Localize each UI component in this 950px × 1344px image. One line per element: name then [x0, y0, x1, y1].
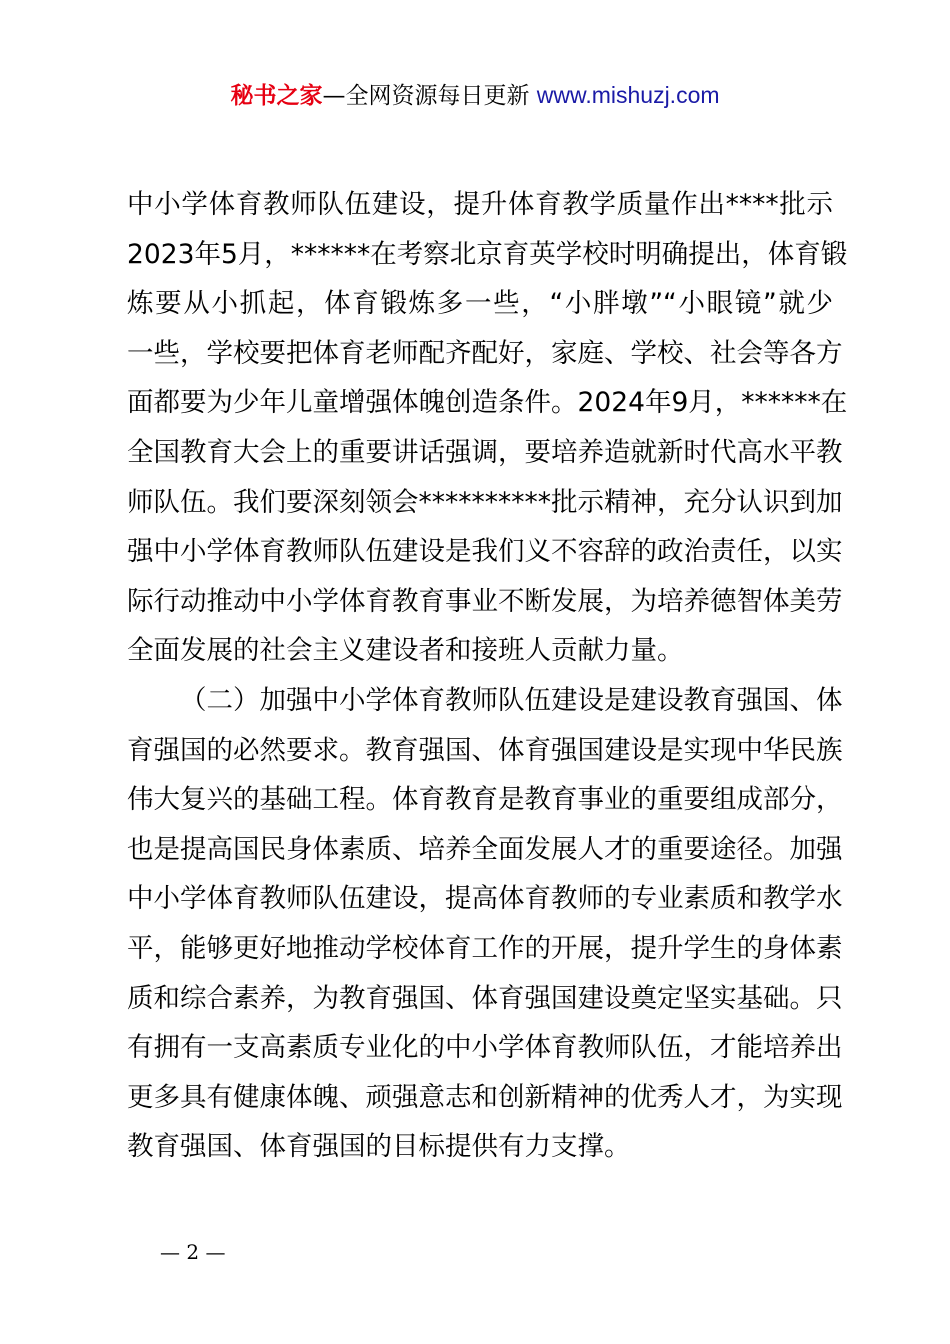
document-body — [127, 180, 848, 1172]
text-line: 教育强国、体育强国的目标提供有力支撑。 — [127, 1131, 631, 1163]
text-line: 更多具有健康体魄、顽强意志和创新精神的优秀人才，为实现 — [127, 1081, 843, 1113]
text-line: 强中小学体育教师队伍建设是我们义不容辞的政治责任，以实 — [127, 536, 843, 568]
text-line: 伟大复兴的基础工程。体育教育是教育事业的重要组成部分， — [127, 784, 843, 816]
text-line: 际行动推动中小学体育教育事业不断发展，为培养德智体美劳 — [127, 585, 843, 617]
paragraph-1 — [127, 180, 848, 676]
page-number: — 2 — — [160, 1240, 226, 1264]
text-line: 质和综合素养，为教育强国、体育强国建设奠定坚实基础。只 — [127, 982, 843, 1014]
text-line: 师队伍。我们要深刻领会**********批示精神，充分认识到加 — [127, 486, 843, 518]
text-line: 育强国的必然要求。教育强国、体育强国建设是实现中华民族 — [127, 734, 843, 766]
text-line: 面都要为少年儿童增强体魄创造条件。2024年9月，******在 — [127, 387, 848, 419]
text-line: 也是提高国民身体素质、培养全面发展人才的重要途径。加强 — [127, 833, 843, 865]
text-line: 中小学体育教师队伍建设，提升体育教学质量作出****批示 — [127, 189, 833, 220]
paragraph-2 — [127, 676, 843, 1172]
text-line: 平，能够更好地推动学校体育工作的开展，提升学生的身体素 — [127, 932, 843, 964]
text-line: 炼要从小抓起，体育锻炼多一些，“小胖墩”“小眼镜”就少 — [127, 288, 833, 320]
text-line: 2023年5月，******在考察北京育英学校时明确提出，体育锻 — [127, 238, 848, 270]
text-line: 中小学体育教师队伍建设，提高体育教师的专业素质和教学水 — [127, 883, 843, 915]
text-line: 有拥有一支高素质专业化的中小学体育教师队伍，才能培养出 — [127, 1032, 843, 1064]
text-line: 全面发展的社会主义建设者和接班人贡献力量。 — [127, 635, 684, 667]
header-tagline: —全网资源每日更新 — [322, 83, 530, 109]
text-line: 全国教育大会上的重要讲话强调，要培养造就新时代高水平教 — [127, 436, 843, 468]
brand-name: 秘书之家 — [230, 83, 323, 109]
text-line: 一些，学校要把体育老师配齐配好，家庭、学校、社会等各方 — [127, 337, 843, 369]
site-url[interactable]: www.mishuzj.com — [536, 82, 720, 108]
page-header — [0, 78, 950, 113]
text-line: （二）加强中小学体育教师队伍建设是建设教育强国、体 — [180, 684, 843, 716]
